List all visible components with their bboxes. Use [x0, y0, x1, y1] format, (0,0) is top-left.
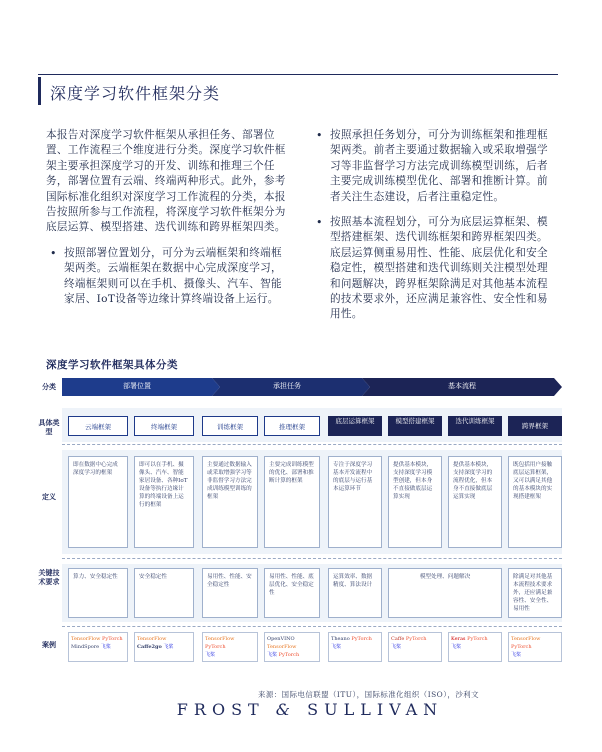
req-lowlevel: 运算效率、数据精度、算法设计	[328, 568, 382, 618]
req-training: 易用性、性能、安全稳定性	[202, 568, 258, 618]
req-cloud: 算力、安全稳定性	[68, 568, 128, 618]
header-task: 承担任务	[273, 382, 301, 390]
flow-bullet: • 按照基本流程划分，可分为底层运算框架、模型搭建框架、迭代训练框架和跨界框架四类。底层运算侧重易用性、性能、底层优化和安全稳定性，模型搭建和迭代训练则关注模型处理和问题解决，跨界框架除满足对其他基本流程的技术要求外，还应满足兼容性、安全性和易用性。	[312, 215, 558, 323]
type-model: 模型搭建框架	[388, 416, 442, 436]
row-label-type: 具体类型	[38, 418, 60, 436]
header-flow: 基本流程	[448, 382, 476, 390]
def-inference: 主要完成训练模型的优化、部署和推断计算的框架	[264, 456, 320, 548]
section-header	[38, 74, 558, 107]
req-inference: 易用性、性能、底层优化、安全稳定性	[264, 568, 320, 618]
divider-3	[62, 626, 562, 627]
table-section-title: 深度学习软件框架具体分类	[46, 359, 178, 371]
right-column	[312, 128, 558, 323]
type-cloud: 云端框架	[68, 416, 128, 436]
case-cloud: TensorFlow PyTorch MindSpore 飞桨	[68, 632, 128, 662]
divider-1	[62, 444, 562, 445]
page-title: 深度学习软件框架分类	[50, 84, 221, 103]
type-inference: 推理框架	[264, 416, 320, 436]
header-accent-bar	[38, 77, 41, 105]
def-training: 主要通过数据输入或采取增强学习等非监督学习方法完成训练模型训练的框架	[202, 456, 258, 548]
deploy-bullet: • 按照部署位置划分，可分为云端框架和终端框架两类。云端框架在数据中心完成深度学习，终端框架则可以在手机、摄像头、汽车、智能家居、IoT设备等边缘计算终端设备上运行。	[46, 246, 286, 308]
def-model: 提供基本模块，支持深度学习模型创建，但本身不直接做底层运算实现	[388, 456, 442, 548]
left-column	[46, 128, 286, 307]
def-terminal: 即可以在手机、摄像头、汽车、智能家居设备、各种IoT设备等执行边缘计算的终端设备上运行的框架	[134, 456, 194, 548]
req-terminal: 安全稳定性	[134, 568, 194, 618]
def-iterative: 提供基本模块，支持深度学习的流程优化，但本身不直接做底层运算实现	[448, 456, 502, 548]
case-iterative: Keras PyTorch 飞桨	[448, 632, 502, 662]
def-cloud: 即在数据中心完成深度学习的框架	[68, 456, 128, 548]
def-lowlevel: 专注于深度学习基本开发流程中的底层与运行基本运算环节	[328, 456, 382, 548]
classification-table	[38, 374, 562, 664]
case-inference: OpenVINO TensorFlow 飞桨 PyTorch	[264, 632, 320, 662]
case-lowlevel: Theano PyTorch 飞桨	[328, 632, 382, 662]
type-training: 训练框架	[202, 416, 258, 436]
divider-2	[62, 558, 562, 559]
intro-paragraph: 本报告对深度学习软件框架从承担任务、部署位置、工作流程三个维度进行分类。深度学习软件框架主要承担深度学习的开发、训练和推理三个任务，部署位置有云端、终端两种形式。此外，参考国际标准化组织对深度学习工作流程的分类，本报告按照所参与工作流程，将深度学习软件框架分为底层运算、模型搭建、迭代训练和跨界框架四类。	[46, 129, 286, 234]
req-cross: 除满足对其他基本流程技术要求外，还应满足兼容性、安全性、易用性	[508, 568, 562, 618]
source-note: 来源：国际电信联盟（ITU），国际标准化组织（ISO），沙利文	[258, 690, 479, 699]
type-terminal: 终端框架	[134, 416, 194, 436]
header-deploy: 部署位置	[123, 382, 151, 390]
type-iterative: 迭代训练框架	[448, 416, 502, 436]
case-model: Caffe PyTorch 飞桨	[388, 632, 442, 662]
row-label-def: 定义	[42, 492, 56, 501]
def-cross: 既包括用户接触底层运算框架，又可以满足其他的基本模块的实现搭建框架	[508, 456, 562, 548]
case-training: TensorFlow PyTorch 飞桨	[202, 632, 258, 662]
type-cross: 跨界框架	[508, 416, 562, 436]
row-label-req: 关键技术要求	[38, 568, 60, 586]
row-label-case: 案例	[42, 640, 56, 649]
row-label-class: 分类	[42, 382, 56, 391]
task-bullet: • 按照承担任务划分，可分为训练框架和推理框架两类。前者主要通过数据输入或采取增强学习等非监督学习方法完成训练模型训练，后者主要完成训练模型优化、部署和推断计算。前者关注生态建设，后者注重稳定性。	[312, 128, 558, 205]
req-model-iterative: 模型处理、问题解决	[388, 568, 502, 618]
case-cross: TensorFlow PyTorch 飞桨	[508, 632, 562, 662]
brand-logo: FROST & SULLIVAN	[176, 700, 444, 719]
type-lowlevel: 底层运算框架	[328, 416, 382, 436]
case-terminal: TensorFlow Caffe2go 飞桨	[134, 632, 194, 662]
